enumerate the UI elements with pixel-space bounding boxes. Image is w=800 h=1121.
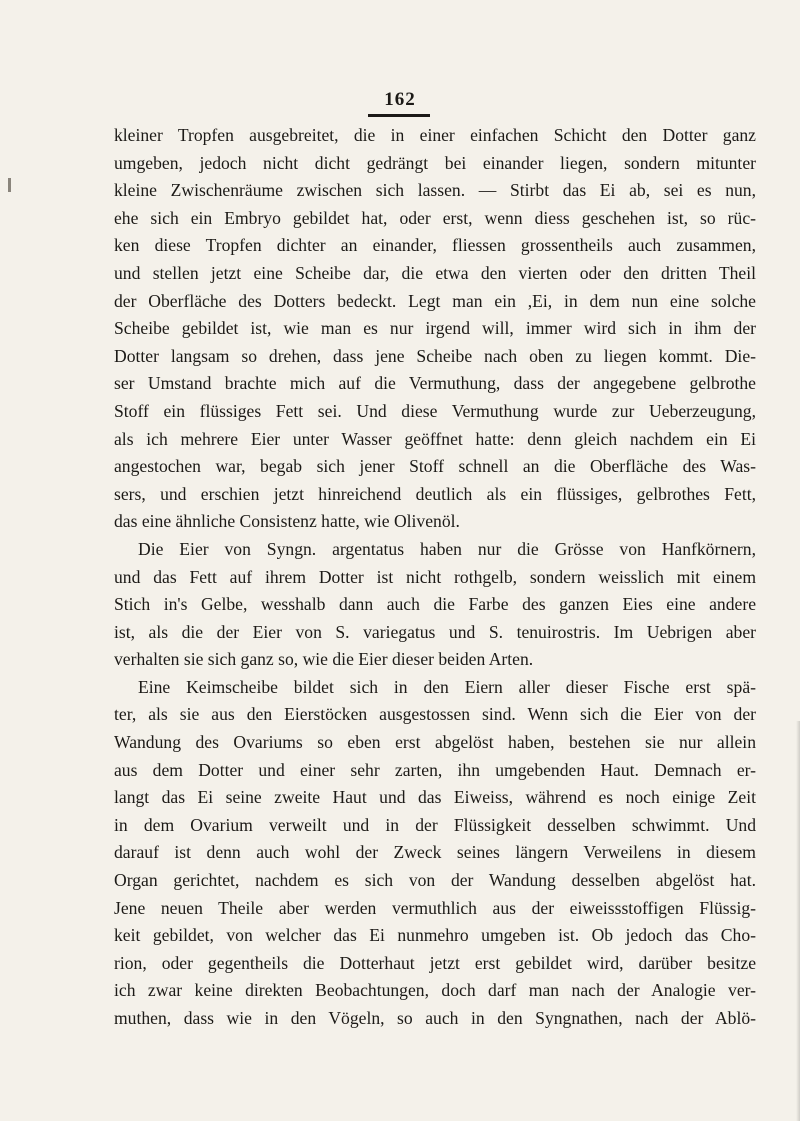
text-line: und stellen jetzt eine Scheibe dar, die etwa den vierten oder den dritten Theil xyxy=(114,262,756,283)
text-line: Jene neuen Theile aber werden vermuthlich aus der eiweissstoffigen Flüssig- xyxy=(114,897,756,918)
text-line: keit gebildet, von welcher das Ei nunmehro umgeben ist. Ob jedoch das Cho- xyxy=(114,925,756,946)
text-line: langt das Ei seine zweite Haut und das Eiweiss, während es noch einige Zeit xyxy=(114,787,756,808)
text-line: ter, als sie aus den Eierstöcken ausgestossen sind. Wenn sich die Eier von der xyxy=(114,704,756,725)
text-line: ken diese Tropfen dichter an einander, fliessen grossentheils auch zusammen, xyxy=(114,235,756,256)
text-line: das eine ähnliche Consistenz hatte, wie Olivenöl. xyxy=(114,511,460,532)
text-line: ehe sich ein Embryo gebildet hat, oder erst, wenn diess geschehen ist, so rüc- xyxy=(114,207,756,228)
page-edge-shadow xyxy=(796,721,800,1121)
text-line: Scheibe gebildet ist, wie man es nur irgend will, immer wird sich in ihm der xyxy=(114,318,756,339)
text-line: Organ gerichtet, nachdem es sich von der Wandung desselben abgelöst hat. xyxy=(114,870,756,891)
text-line: muthen, dass wie in den Vögeln, so auch in den Syngnathen, nach der Ablö- xyxy=(114,1008,756,1028)
header-rule xyxy=(368,114,430,117)
body-text xyxy=(114,122,756,1033)
text-line: kleine Zwischenräume zwischen sich lassen. — Stirbt das Ei ab, sei es nun, xyxy=(114,180,756,201)
text-line: Die Eier von Syngn. argentatus haben nur die Grösse von Hanfkörnern, xyxy=(138,538,756,559)
text-line: verhalten sie sich ganz so, wie die Eier dieser beiden Arten. xyxy=(114,649,534,670)
text-line: darauf ist denn auch wohl der Zweck seines längern Verweilens in diesem xyxy=(114,842,756,863)
text-line: ist, als die der Eier von S. variegatus und S. tenuirostris. Im Uebrigen aber xyxy=(114,621,756,642)
text-line: Wandung des Ovariums so eben erst abgelöst haben, bestehen sie nur allein xyxy=(114,732,756,753)
text-line: rion, oder gegentheils die Dotterhaut jetzt erst gebildet wird, darüber besitze xyxy=(114,952,756,973)
text-line: und das Fett auf ihrem Dotter ist nicht rothgelb, sondern weisslich mit einem xyxy=(114,566,756,587)
text-line: ser Umstand brachte mich auf die Vermuthung, dass der angegebene gelbrothe xyxy=(114,373,756,394)
page-number: 162 xyxy=(384,89,416,110)
text-line: der Oberfläche des Dotters bedeckt. Legt man ein ,Ei, in dem nun eine solche xyxy=(114,290,756,311)
text-line: Dotter langsam so drehen, dass jene Scheibe nach oben zu liegen kommt. Die- xyxy=(114,345,756,366)
text-line: angestochen war, begab sich jener Stoff schnell an die Oberfläche des Was- xyxy=(114,456,756,477)
scan-edge-mark xyxy=(8,178,11,192)
text-line: in dem Ovarium verweilt und in der Flüssigkeit desselben schwimmt. Und xyxy=(114,814,756,835)
text-line: aus dem Dotter und einer sehr zarten, ihn umgebenden Haut. Demnach er- xyxy=(114,759,756,780)
text-line: kleiner Tropfen ausgebreitet, die in einer einfachen Schicht den Dotter ganz xyxy=(114,125,756,145)
text-line: umgeben, jedoch nicht dicht gedrängt bei einander liegen, sondern mitunter xyxy=(114,152,756,173)
text-line: als ich mehrere Eier unter Wasser geöffnet hatte: denn gleich nachdem ein Ei xyxy=(114,428,756,449)
text-line: Eine Keimscheibe bildet sich in den Eiern aller dieser Fische erst spä- xyxy=(138,676,756,697)
text-line: sers, und erschien jetzt hinreichend deutlich als ein flüssiges, gelbrothes Fett, xyxy=(114,483,756,504)
text-line: Stoff ein flüssiges Fett sei. Und diese Vermuthung wurde zur Ueberzeugung, xyxy=(114,400,756,421)
text-line: Stich in's Gelbe, wesshalb dann auch die Farbe des ganzen Eies eine andere xyxy=(114,594,756,615)
text-line: ich zwar keine direkten Beobachtungen, doch darf man nach der Analogie ver- xyxy=(114,980,756,1001)
